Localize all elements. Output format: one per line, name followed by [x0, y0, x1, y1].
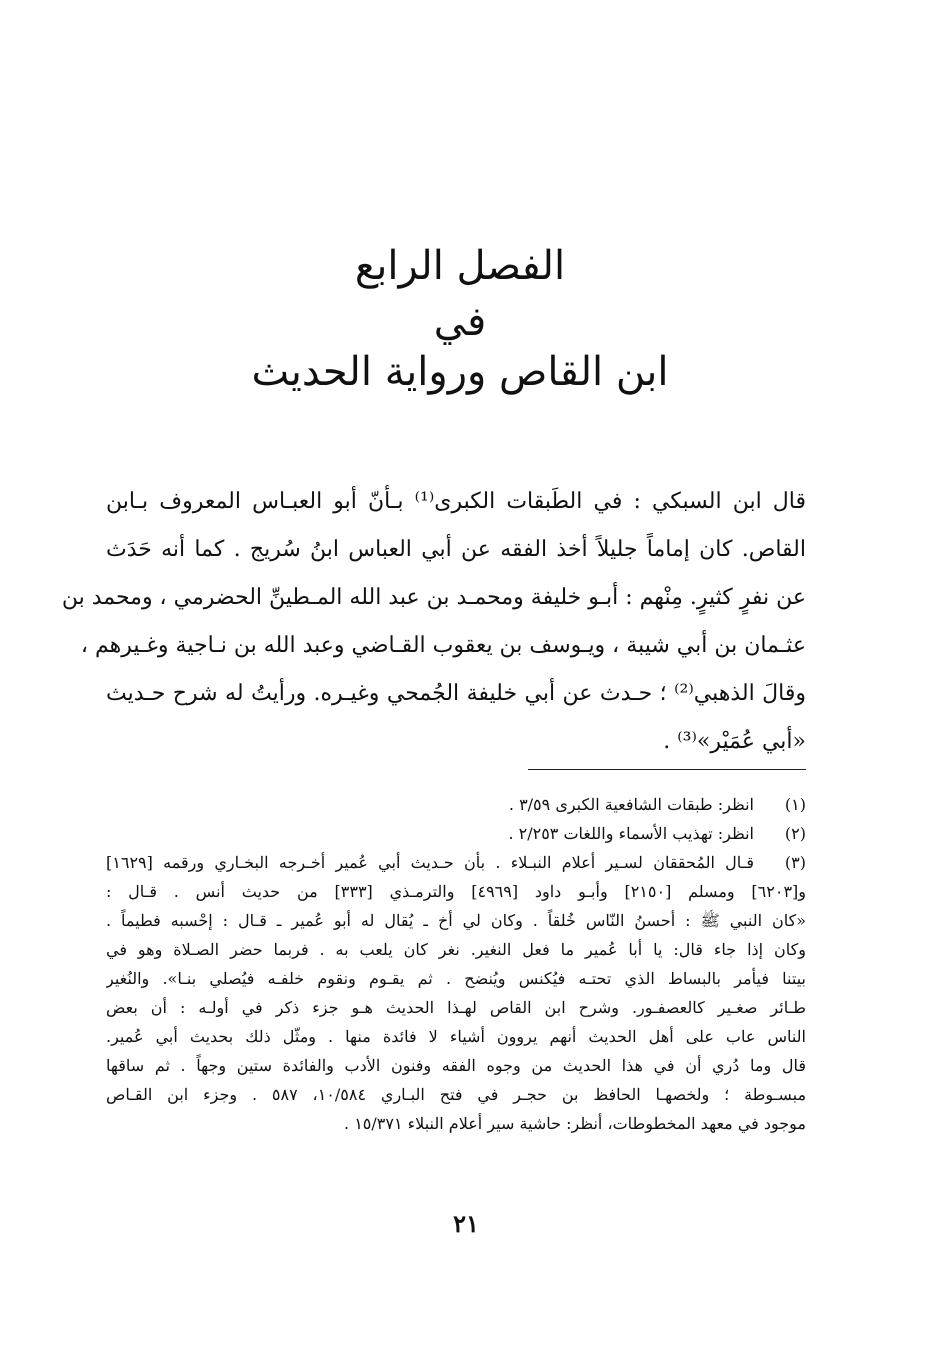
chapter-preposition: في [433, 299, 487, 345]
footnote-1 [106, 790, 806, 819]
footnote-text: قـال المُحققان لسـير أعلام النبـلاء . بأن حـديث أبي عُمير أخـرجه البخـاري ورقمه [١٦٢٩] [106, 853, 754, 872]
footnote-2 [106, 819, 806, 848]
footnote-text: انظر: طبقات الشافعية الكبرى ٣/٥٩ . [508, 795, 754, 814]
footnote-separator [528, 769, 806, 770]
footnote-line: بيتنا فيأمر بالبساط الذي تحتـه فيُكنس ويُنضح . ثم يقـوم ونقوم خلفـه فيُصلي بنـا». والنُغير [106, 969, 806, 988]
page-number: ٢١ [453, 1209, 479, 1238]
body-text [61, 478, 807, 766]
footnote-line: الناس عاب على أهل الحديث أنهم يروون أشياء لا فائدة منها . ومثّل ذلك بحديث أبي عُمير. [106, 1027, 806, 1046]
footnote-line: موجود في معهد المخطوطات، أنظر: حاشية سير أعلام النبلاء ١٥/٣٧١ . [344, 1114, 806, 1133]
chapter-title: الفصل الرابع [354, 243, 566, 289]
body-line: «أبي عُمَيْر»⁽³⁾ . [663, 729, 806, 754]
body-line: عثـمان بن أبي شيبة ، ويـوسف بن يعقوب القـاضي وعبد الله بن نـاجية وغـيرهم ، [80, 633, 806, 658]
body-line: القاص. كان إماماً جليلاً أخذ الفقه عن أبي العباس ابنُ سُريج . كما أنه حَدَث [106, 537, 806, 562]
footnote-number: (٣) [784, 853, 806, 872]
footnote-line: وكان إذا جاء قال: يا أبا عُمير ما فعل النغير. نغر كان يلعب به . فربما حضر الصـلاة وهو في [106, 940, 806, 959]
footnote-line: و[٦٢٠٣] ومسلم [٢١٥٠] وأبـو داود [٤٩٦٩] والترمـذي [٣٣٣] من حديث أنس . قـال : [106, 882, 806, 901]
footnotes [106, 790, 806, 1138]
body-line: قال ابن السبكي : في الطَبقات الكبرى⁽¹⁾ بـأنّ أبو العبـاس المعروف بـابن [106, 489, 807, 514]
chapter-subtitle: ابن القاص ورواية الحديث [251, 349, 669, 395]
footnote-line: مبسـوطة ؛ ولخصهـا الحافظ بن حجـر في فتح البـاري ١٠/٥٨٤، ٥٨٧ . وجزء ابن القـاص [106, 1085, 806, 1104]
footnote-number: (٢) [784, 824, 806, 843]
footnote-text: انظر: تهذيب الأسماء واللغات ٢/٢٥٣ . [508, 824, 754, 843]
footnote-line: «كان النبي ﷺ : أحسنُ النّاس خُلقاً . وكان لي أخ ـ يُقال له أبو عُمير ـ قـال : إحْسبه فطيماً . [106, 911, 806, 930]
footnote-number: (١) [784, 795, 806, 814]
footnote-line: قال وما دُري أن في هذا الحديث من وجوه الفقه وفنون الأدب والفائدة ستين وجهاً . ثم ساقها [106, 1056, 806, 1075]
body-line: وقالَ الذهبي⁽²⁾ ؛ حـدث عن أبي خليفة الجُمحي وغيـره. ورأيتُ له شرح حـديث [106, 681, 806, 706]
footnote-line: طـائر صغـير كالعصفـور. وشرح ابن القاص لهـذا الحديث هـو جزء ذكر في أولـه : أن بعض [106, 998, 806, 1017]
body-line: عن نفرٍ كثيرٍ. مِنْهم : أبـو خليفة ومحمـد بن عبد الله المـطينِّ الحضرمي ، ومحمد بن [61, 585, 806, 610]
footnote-3 [106, 848, 806, 877]
